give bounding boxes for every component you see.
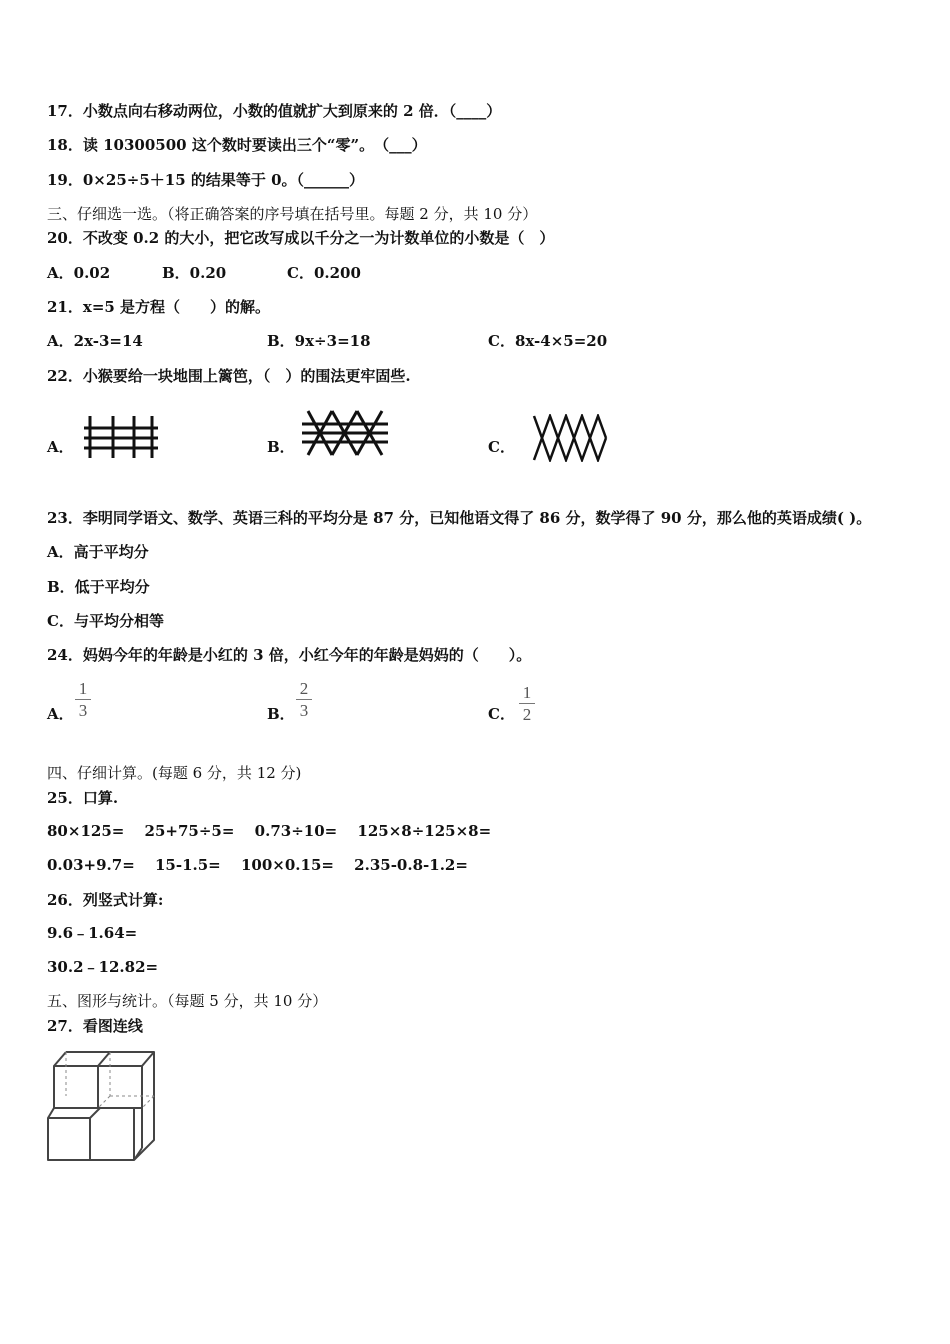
- fraction-numerator: 2: [299, 679, 309, 698]
- fraction-two-thirds-b: [296, 680, 312, 720]
- q21-option-a: A．2x-3=14: [47, 332, 143, 350]
- q21-option-b: B．9x÷3=18: [267, 332, 371, 350]
- q20-option-a: A．0.02: [47, 264, 111, 282]
- q25-mental-math-row-2: 0.03+9.7= 15-1.5= 100×0.15= 2.35-0.8-1.2=: [47, 856, 468, 874]
- section-4-heading: 四、仔细计算。(每题 6 分，共 12 分): [47, 764, 302, 782]
- q23-option-c: C．与平均分相等: [47, 612, 164, 630]
- question-19: 19．0×25÷5＋15 的结果等于 0。（______）: [47, 171, 365, 189]
- q22-option-b: B．: [267, 438, 295, 456]
- fence-cross-rail-figure: [302, 409, 388, 457]
- q20-option-b: B．0.20: [162, 264, 227, 282]
- question-25: 25．口算.: [47, 789, 119, 807]
- fence-grid-figure: [84, 414, 160, 460]
- fraction-numerator: 1: [78, 679, 88, 698]
- q24-option-b: B．: [267, 705, 295, 723]
- q25-mental-math-row-1: 80×125= 25+75÷5= 0.73÷10= 125×8÷125×8=: [47, 822, 492, 840]
- fraction-one-half-c: [519, 684, 535, 724]
- question-21: 21．x=5 是方程（ ）的解。: [47, 298, 271, 316]
- q24-option-c: C．: [488, 705, 515, 723]
- q22-option-c: C．: [488, 438, 515, 456]
- question-23: 23．李明同学语文、数学、英语三科的平均分是 87 分，已知他语文得了 86 分，数学得了 90 分，那么他的英语成绩( )。: [47, 509, 872, 527]
- question-24: 24．妈妈今年的年龄是小红的 3 倍，小红今年的年龄是妈妈的（ ）。: [47, 646, 532, 664]
- fraction-one-third-a: [75, 680, 91, 720]
- question-22: 22．小猴要给一块地围上篱笆，（ ）的围法更牢固些.: [47, 367, 411, 385]
- q26-expression-2: 30.2﹣12.82=: [47, 958, 159, 976]
- fence-zigzag-figure: [530, 414, 608, 462]
- fraction-denominator: 3: [299, 701, 309, 720]
- section-5-heading: 五、图形与统计。（每题 5 分，共 10 分）: [47, 992, 328, 1010]
- q23-option-a: A．高于平均分: [47, 543, 149, 561]
- question-27: 27．看图连线: [47, 1017, 143, 1035]
- question-17: 17．小数点向右移动两位，小数的值就扩大到原来的 2 倍．（____）: [47, 102, 502, 120]
- question-20: 20．不改变 0.2 的大小，把它改写成以千分之一为计数单位的小数是（ ）: [47, 229, 555, 247]
- section-3-heading: 三、仔细选一选。（将正确答案的序号填在括号里。每题 2 分，共 10 分）: [47, 205, 538, 223]
- fraction-numerator: 1: [522, 683, 532, 702]
- question-18: 18．读 10300500 这个数时要读出三个“零”。 （___）: [47, 136, 427, 154]
- q24-option-a: A．: [47, 705, 74, 723]
- q23-option-b: B．低于平均分: [47, 578, 150, 596]
- q26-expression-1: 9.6﹣1.64=: [47, 924, 138, 942]
- fraction-denominator: 3: [78, 701, 88, 720]
- q21-option-c: C．8x-4×5=20: [488, 332, 608, 350]
- question-26: 26．列竖式计算:: [47, 891, 164, 909]
- q20-option-c: C．0.200: [287, 264, 361, 282]
- fraction-denominator: 2: [522, 705, 532, 724]
- q22-option-a: A．: [47, 438, 74, 456]
- cube-stack-figure: [44, 1048, 160, 1168]
